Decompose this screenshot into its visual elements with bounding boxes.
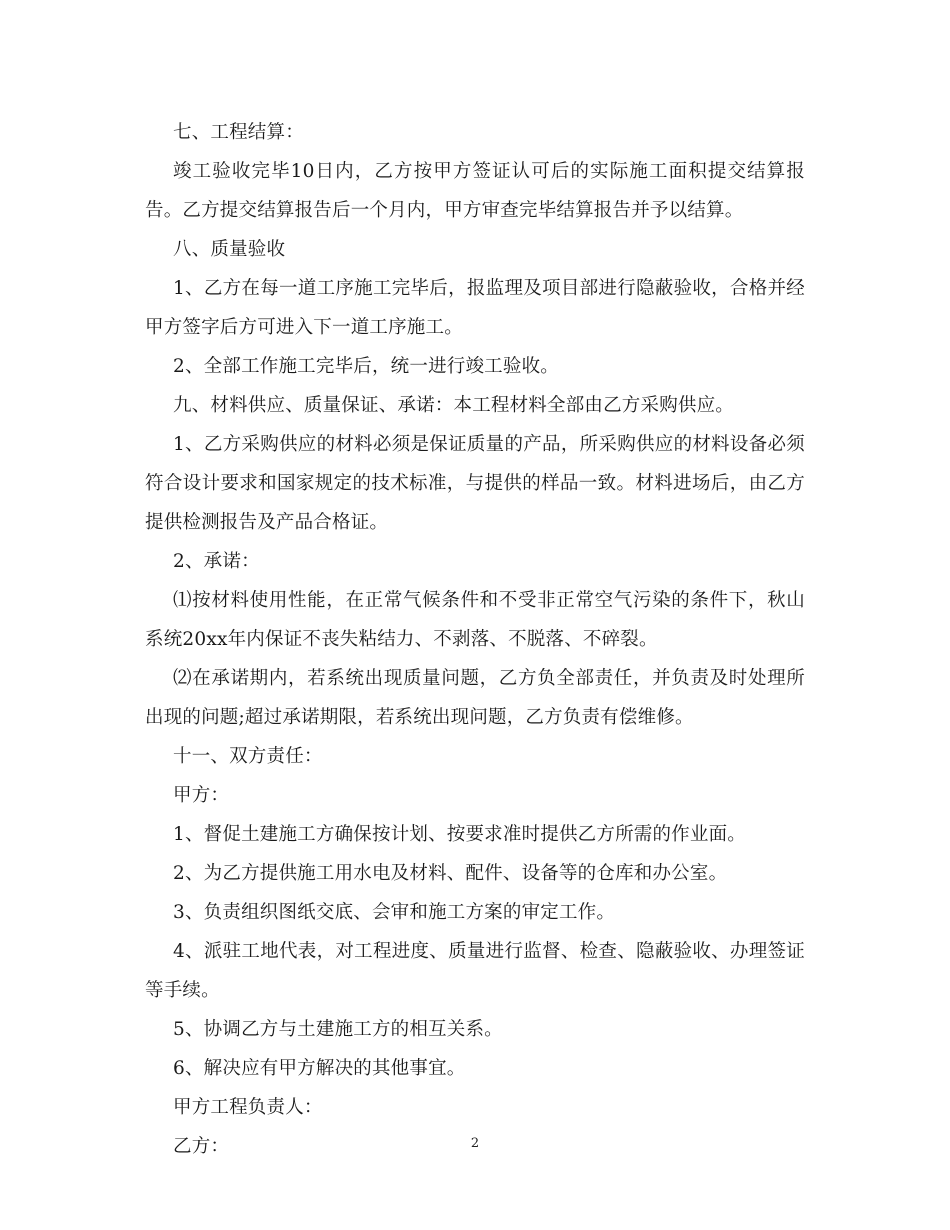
party-a-engineer-line: 甲方工程负责人： xyxy=(173,1097,323,1118)
section-heading-materials: 九、材料供应、质量保证、承诺：本工程材料全部由乙方采购供应。 xyxy=(173,395,735,416)
section-heading-quality-acceptance: 八、质量验收 xyxy=(173,239,286,260)
party-a-duty-3: 3、负责组织图纸交底、会审和施工方案的审定工作。 xyxy=(173,902,616,923)
paragraph-acceptance-1: 1、乙方在每一道工序施工完毕后，报监理及项目部进行隐蔽验收，合格并经甲方签字后方可进入下一道工序施工。 xyxy=(145,278,805,338)
section-heading-settlement: 七、工程结算： xyxy=(173,122,304,143)
page-number: 2 xyxy=(470,1136,480,1151)
paragraph-commitment-1: ⑴按材料使用性能，在正常气候条件和不受非正常空气污染的条件下，秋山系统20xx年内保证不丧失粘结力、不剥落、不脱落、不碎裂。 xyxy=(145,590,805,650)
paragraph-commitment-2: ⑵在承诺期内，若系统出现质量问题，乙方负全部责任，并负责及时处理所出现的问题;超过承诺期限，若系统出现问题，乙方负责有偿维修。 xyxy=(145,668,805,728)
party-a-duty-6: 6、解决应有甲方解决的其他事宜。 xyxy=(173,1058,466,1079)
party-a-duty-5: 5、协调乙方与土建施工方的相互关系。 xyxy=(173,1019,503,1040)
document-body xyxy=(145,113,805,1166)
paragraph-commitment-heading: 2、承诺： xyxy=(173,551,260,572)
party-a-duty-4: 4、派驻工地代表，对工程进度、质量进行监督、检查、隐蔽验收、办理签证等手续。 xyxy=(145,941,805,1001)
paragraph-materials-1: 1、乙方采购供应的材料必须是保证质量的产品，所采购供应的材料设备必须符合设计要求和国家规定的技术标准，与提供的样品一致。材料进场后，由乙方提供检测报告及产品合格证。 xyxy=(145,434,805,533)
paragraph-settlement: 竣工验收完毕10日内，乙方按甲方签证认可后的实际施工面积提交结算报告。乙方提交结算报告后一个月内，甲方审查完毕结算报告并予以结算。 xyxy=(145,161,805,221)
paragraph-acceptance-2: 2、全部工作施工完毕后，统一进行竣工验收。 xyxy=(173,356,559,377)
party-a-duty-1: 1、督促土建施工方确保按计划、按要求准时提供乙方所需的作业面。 xyxy=(173,824,746,845)
section-heading-responsibilities: 十一、双方责任： xyxy=(173,746,323,767)
party-a-heading: 甲方： xyxy=(173,785,230,806)
party-a-duty-2: 2、为乙方提供施工用水电及材料、配件、设备等的仓库和办公室。 xyxy=(173,863,728,884)
party-b-heading: 乙方： xyxy=(173,1136,230,1157)
